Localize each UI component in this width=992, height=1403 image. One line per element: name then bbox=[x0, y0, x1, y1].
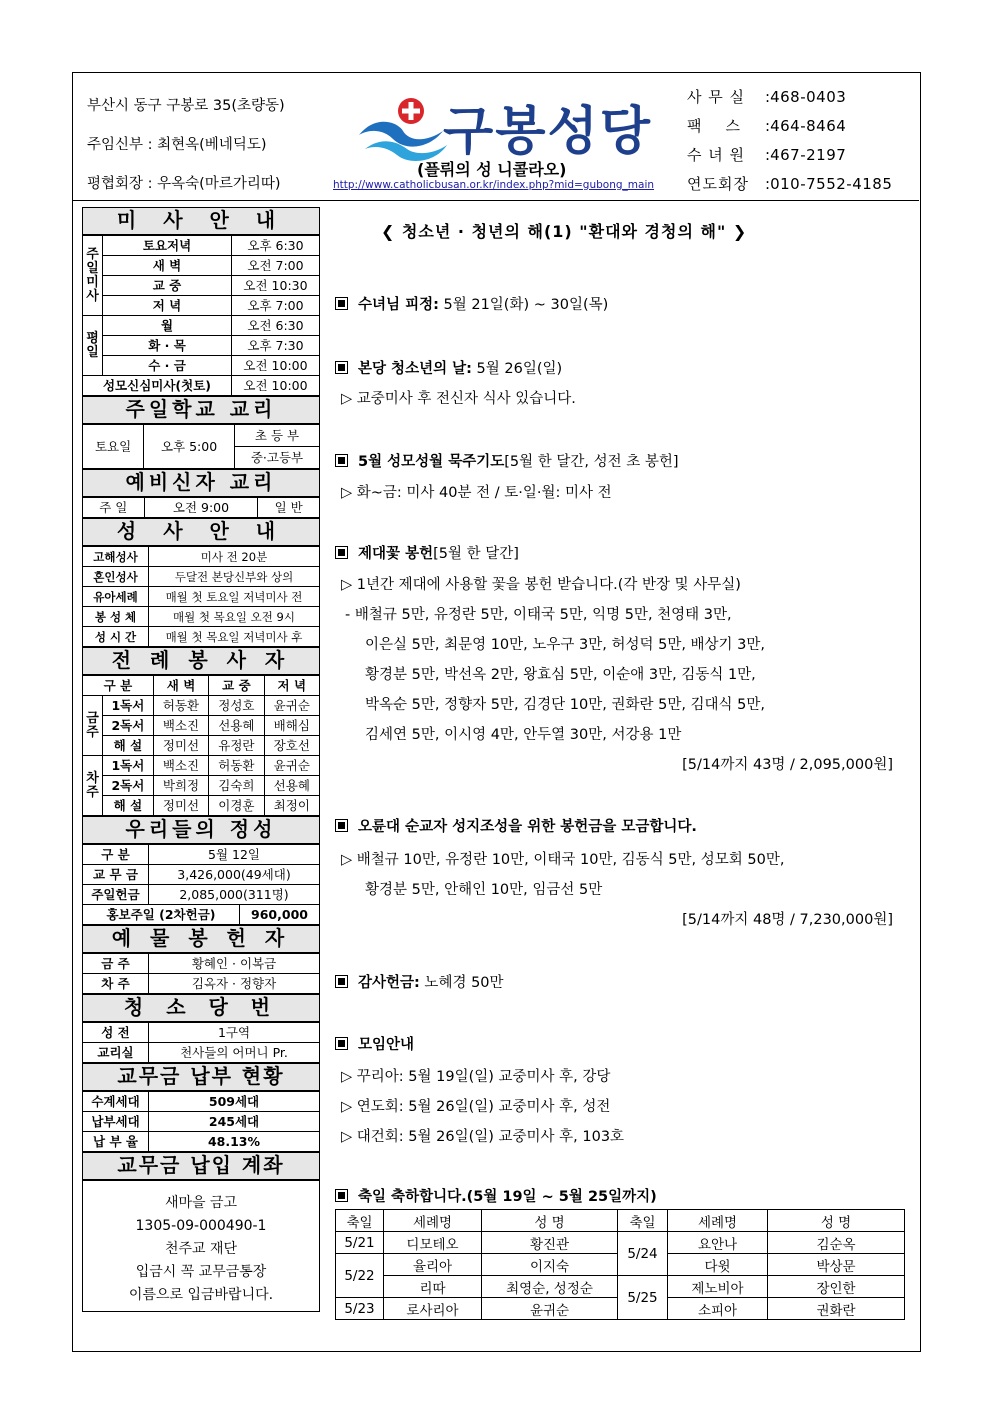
bullet-square-icon bbox=[335, 361, 348, 374]
sunday-mass-label: 주일미사 bbox=[83, 236, 103, 316]
cleaning-table: 성 전 1구역 교리실 천사들의 어머니 Pr. bbox=[82, 1022, 320, 1063]
mass-table: 주일미사 토요저녁 오후 6:30 새 벽 오전 7:00 교 중 오전 10:30 저 녁 오후 7:00 평일 월 오전 6:30 화 · 목 오후 7:30 수 · 금 오전 10:00 성모신심미사(첫토) 오전 10:00 bbox=[82, 235, 320, 396]
contact-row: 수 녀 원 : 467-2197 bbox=[687, 146, 847, 164]
flowers-total: [5/14까지 43명 / 2,095,000원] bbox=[682, 757, 893, 773]
catechumen-table: 주 일 오전 9:00 일 반 bbox=[82, 497, 320, 518]
council-president: 평협회장 : 우옥숙(마르가리따) bbox=[87, 176, 281, 192]
section-title: 청 소 당 번 bbox=[82, 994, 320, 1022]
notice-martyrs-shrine: 오륜대 순교자 성지조성을 위한 봉헌금을 모금합니다. bbox=[335, 815, 697, 836]
website-link[interactable]: http://www.catholicbusan.or.kr/index.php?mid=gubong_main bbox=[333, 179, 655, 191]
church-name: 구봉성당 bbox=[443, 102, 652, 162]
bank-account: 새마을 금고 1305-09-000490-1 천주교 재단 입금시 꼭 교무금통장 이름으로 입금바랍니다. bbox=[82, 1180, 320, 1312]
church-emblem-icon bbox=[355, 91, 451, 167]
contacts bbox=[687, 83, 892, 199]
servers-table: 구 분 새 벽 교 중 저 녁 금주 1독서 허동환 정성호 윤귀순 2독서 백소진 선용혜 배해심 해 설 정미선 유정란 장호선 차주 1독서 백소진 허동환 윤귀순 2독서 박희정 김숙희 선용혜 해 설 정미선 이경훈 최정이 bbox=[82, 675, 320, 816]
table-row: 5/21 디모테오 황진관 5/24 요안나 김순옥 bbox=[336, 1232, 905, 1254]
section-title: 예 물 봉 헌 자 bbox=[82, 925, 320, 953]
notice-youth-day: 본당 청소년의 날: 5월 26일(일) bbox=[335, 357, 562, 378]
contact-row: 팩 스 : 464-8464 bbox=[687, 117, 847, 135]
bullet-square-icon bbox=[335, 1037, 348, 1050]
section-title: 전 례 봉 사 자 bbox=[82, 647, 320, 675]
church-logo bbox=[333, 87, 675, 199]
martyrs-total: [5/14까지 48명 / 7,230,000원] bbox=[682, 912, 893, 928]
column-divider bbox=[73, 201, 919, 207]
section-title: 교무금 납부 현황 bbox=[82, 1063, 320, 1091]
feast-table: 축일 세례명 성 명 축일 세례명 성 명 5/21 디모테오 황진관 5/24 요안나 김순옥 5/22 율리아 이지숙 다윗 박상문 리따 최영순, 성정순 5/25 제노비아 장인한 5/23 로사리아 윤귀순 소피아 권화란 bbox=[335, 1209, 905, 1320]
section-title: 미 사 안 내 bbox=[82, 207, 320, 235]
notice-rosary: 5월 성모성월 묵주기도[5월 한 달간, 성전 초 봉헌] bbox=[335, 450, 679, 471]
notice-altar-flowers: 제대꽃 봉헌[5월 한 달간] bbox=[335, 542, 519, 563]
table-row: 5/23 로사리아 윤귀순 소피아 권화란 bbox=[336, 1298, 905, 1320]
bullet-square-icon bbox=[335, 297, 348, 310]
bullet-square-icon bbox=[335, 975, 348, 988]
contact-row: 사 무 실 : 468-0403 bbox=[687, 88, 847, 106]
section-title: 성 사 안 내 bbox=[82, 518, 320, 546]
header bbox=[73, 73, 919, 201]
pastor: 주임신부 : 최현옥(베네딕도) bbox=[87, 137, 267, 153]
gift-offerers-table: 금 주 황혜인 · 이복금 차 주 김옥자 · 정향자 bbox=[82, 953, 320, 994]
address: 부산시 동구 구봉로 35(초량동) bbox=[87, 98, 285, 114]
notice-feast-days: 축일 축하합니다.(5월 19일 ~ 5월 25일까지) bbox=[335, 1185, 657, 1206]
year-theme: ❮ 청소년 · 청년의 해(1) "환대와 경청의 해" ❯ bbox=[381, 222, 748, 241]
section-title: 교무금 납입 계좌 bbox=[82, 1152, 320, 1180]
bulletin-frame: 부산시 동구 구봉로 35(초량동) 주임신부 : 최현옥(베네딕도) 평협회장 : 우옥숙(마르가리따) 구봉성당 (플뤼의 성 니콜라오) http://www.catholicbusan.or.kr/index.php?mid=gubong_main 사 무 실 : 468-0403 팩 스 : 464-8464 수 녀 원 : 467-2197 연도회장 : 010-7552-4185 미 사 안 내 주일미사 토요저녁 오후 6:30 새 벽 오전 7:00 교 중 오전 10:30 저 녁 오후 7:00 평일 월 오전 6:30 화 · 목 오후 7:30 수 · 금 오전 10:00 성모신심미사(첫토) 오전 10:00 주일학교 교리 토요일 오후 5:00 초 등 부 중·고등부 예비신자 교리 주 일 오전 9:00 일 반 성 사 안 내 고해성사 미사 전 20분 혼인성사 두달전 본당신부와 상의 유아세례 매월 첫 토요일 저녁미사 전 봉 성 체 매월 첫 목요일 오전 9시 성 시 간 매월 첫 목요일 저녁미사 후 전 례 봉 사 자 구 분 새 벽 교 중 저 녁 금주 1독서 허동환 정성호 윤귀순 2독서 백소진 선용혜 배해심 해 설 정미선 유정란 장호선 차주 1독서 백소진 허동환 윤귀순 2독서 박희정 김숙희 선용혜 해 설 정미선 이경훈 최정이 우리들의 정성 구 분 5월 12일 교 무 금 3,426,000(49세대) 주일헌금 2,085,000(311명) 홍보주일 (2차헌금) 960,000 예 물 봉 헌 자 금 주 황혜인 · 이복금 차 주 김옥자 · 정향자 청 소 당 번 성 전 1구역 교리실 천사들의 어머니 Pr. 교무금 납부 현황 수계세대 509세대 납부세대 245세대 납 부 율 48.13% 교무금 납입 계좌 새마을 금고 1305-09-000490-1 천주교 재단 입금시 꼭 교무금통장 이름으로 입금바랍니다. ❮ 청소년 · 청년의 해(1) "환대와 경청의 해" ❯ 수녀님 피정: 5월 21일(화) ~ 30일(목) 본당 청소년의 날: 5월 26일(일) ▷ 교중미사 후 전신자 식사 있습니다. 5월 성모성월 묵주기도[5월 한 달간, 성전 초 봉헌] ▷ 화~금: 미사 40분 전 / 토·일·월: 미사 전 제대꽃 봉헌[5월 한 달간] ▷ 1년간 제대에 사용할 꽃을 봉헌 받습니다.(각 반장 및 사무실) - 배철규 5만, 유정란 5만, 이태국 5만, 익명 5만, 천영태 3만, 이은실 5만, 최문영 10만, 노우구 3만, 허성덕 5만, 배상기 3만, 황경분 5만, 박선옥 2만, 왕효심 5만, 이순애 3만, 김동식 1만, 박옥순 5만, 정향자 5만, 김경단 10만, 권화란 5만, 김대식 5만, 김세연 5만, 이시영 4만, 안두열 30만, 서강용 1만 [5/14까지 43명 / 2,095,000원] 오륜대 순교자 성지조성을 위한 봉헌금을 모금합니다. ▷ 배철규 10만, 유정란 10만, 이태국 10만, 김동식 5만, 성모회 50만, 황경분 5만, 안해인 10만, 임금선 5만 [5/14까지 48명 / 7,230,000원] 감사헌금: 노혜경 50만 모임안내 ▷ 꾸리아: 5월 19일(일) 교중미사 후, 강당 ▷ 연도회: 5월 26일(일) 교중미사 후, 성전 ▷ 대건회: 5월 26일(일) 교중미사 후, 103호 축일 축하합니다.(5월 19일 ~ 5월 25일까지) 축일 세례명 성 명 축일 세례명 성 명 5/21 디모테오 황진관 5/24 요안나 김순옥 5/22 율리아 이지숙 다윗 박상문 리따 최영순, 성정순 5/25 제노비아 장인한 5/23 로사리아 윤귀순 소피아 권화란 bbox=[72, 72, 921, 1352]
bullet-square-icon bbox=[335, 454, 348, 467]
section-title: 주일학교 교리 bbox=[82, 396, 320, 424]
patron-saint: (플뤼의 성 니콜라오) bbox=[417, 160, 567, 179]
left-column bbox=[82, 207, 320, 1312]
weekday-mass-label: 평일 bbox=[83, 316, 103, 376]
sacraments-table: 고해성사 미사 전 20분 혼인성사 두달전 본당신부와 상의 유아세례 매월 첫 토요일 저녁미사 전 봉 성 체 매월 첫 목요일 오전 9시 성 시 간 매월 첫 목요일 저녁미사 후 bbox=[82, 546, 320, 647]
notice-thanks-offering: 감사헌금: 노혜경 50만 bbox=[335, 971, 504, 992]
bullet-square-icon bbox=[335, 546, 348, 559]
dues-table: 수계세대 509세대 납부세대 245세대 납 부 율 48.13% bbox=[82, 1091, 320, 1152]
notice-meetings: 모임안내 bbox=[335, 1033, 414, 1054]
table-row: 리따 최영순, 성정순 5/25 제노비아 장인한 bbox=[336, 1276, 905, 1298]
contact-row: 연도회장 : 010-7552-4185 bbox=[687, 175, 893, 193]
header-info bbox=[87, 87, 285, 204]
table-row: 5/22 율리아 이지숙 다윗 박상문 bbox=[336, 1254, 905, 1276]
sunday-school-table: 토요일 오후 5:00 초 등 부 중·고등부 bbox=[82, 424, 320, 469]
bullet-square-icon bbox=[335, 1189, 348, 1202]
offerings-table: 구 분 5월 12일 교 무 금 3,426,000(49세대) 주일헌금 2,085,000(311명) 홍보주일 (2차헌금) 960,000 bbox=[82, 844, 320, 925]
bullet-square-icon bbox=[335, 819, 348, 832]
section-title: 우리들의 정성 bbox=[82, 816, 320, 844]
section-title: 예비신자 교리 bbox=[82, 469, 320, 497]
notice-sister-retreat: 수녀님 피정: 5월 21일(화) ~ 30일(목) bbox=[335, 293, 608, 314]
